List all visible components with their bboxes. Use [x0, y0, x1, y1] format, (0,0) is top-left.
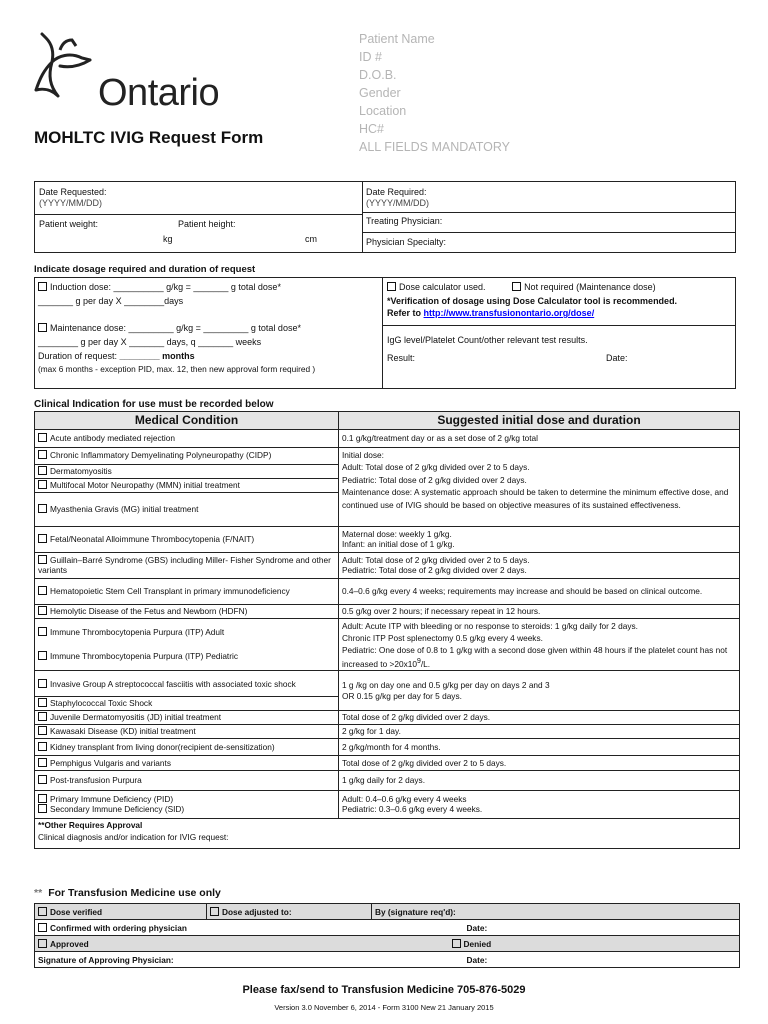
condition-cell[interactable]: Staphylococcal Toxic Shock — [35, 697, 339, 711]
dose-cell: Initial dose: Adult: Total dose of 2 g/kg divided over 2 to 5 days. Pediatric: Total dose of 2 g/kg divided over 2 days. Maintenance dose: A systematic approach should be taken to determine the minimum effective dose, and continued use of IVIG should be based on objective measures of its sustained effectiveness. — [339, 447, 740, 526]
calc-used-label: Dose calculator used. — [399, 282, 486, 292]
confirmed-checkbox — [38, 923, 47, 932]
form-title: MOHLTC IVIG Request Form — [34, 128, 264, 147]
condition-cell[interactable]: Guillain–Barré Syndrome (GBS) including Miller- Fisher Syndrome and other variants — [35, 552, 339, 578]
tm-row: Confirmed with ordering physician Date: — [35, 920, 740, 936]
trillium-icon — [32, 30, 104, 108]
patient-hc-field: HC# — [359, 122, 385, 136]
dose-calculator-link[interactable]: http://www.transfusionontario.org/dose/ — [423, 308, 595, 318]
table-row — [35, 429, 740, 447]
duration-note: (max 6 months - exception PID, max. 12, then new approval form required ) — [38, 364, 316, 374]
dose-cell: 1 g/kg daily for 2 days. — [339, 770, 740, 790]
tm-row: Dose verified Dose adjusted to: By (signature req'd): — [35, 904, 740, 920]
approved-checkbox — [38, 939, 47, 948]
duration-label: Duration of request: — [38, 351, 118, 361]
condition-cell[interactable]: Immune Thrombocytopenia Purpura (ITP) Adult Immune Thrombocytopenia Purpura (ITP) Pediatric — [35, 618, 339, 671]
table-row — [35, 552, 740, 578]
table-row — [35, 526, 740, 552]
patient-id-field: ID # — [359, 50, 382, 64]
tm-row: Signature of Approving Physician: Date: — [35, 952, 740, 968]
table-row — [35, 790, 740, 818]
condition-cell[interactable]: Hematopoietic Stem Cell Transplant in primary immunodeficiency — [35, 578, 339, 604]
table-row — [35, 447, 740, 464]
mandatory-note: ALL FIELDS MANDATORY — [359, 140, 510, 154]
dose-cell: Adult: Acute ITP with bleeding or no response to steroids: 1 g/kg daily for 2 days. Chronic ITP Post splenectomy 0.5 g/kg every 4 weeks. Pediatric: One dose of 0.8 to 1 g/kg with a second dose given within 48 hours if the platelet count has not increased to $>20x10^9/L$. — [339, 618, 740, 671]
duration-months[interactable]: ________ months — [117, 351, 195, 361]
physician-specialty-label: Physician Specialty: — [366, 237, 447, 247]
calc-used-checkbox[interactable] — [387, 282, 396, 291]
refer-to-label: Refer to — [387, 308, 422, 318]
condition-cell[interactable]: Juvenile Dermatomyositis (JD) initial treatment — [35, 710, 339, 724]
table-row — [35, 738, 740, 755]
result-date-label: Date: — [606, 353, 628, 363]
date-requested-label: Date Requested: (YYYY/MM/DD) — [39, 187, 107, 208]
patient-name-field: Patient Name — [359, 32, 435, 46]
medical-condition-table — [34, 411, 740, 849]
transfusion-medicine-table — [34, 903, 740, 968]
condition-cell[interactable]: Invasive Group A streptococcal fasciitis with associated toxic shock — [35, 671, 339, 697]
tm-heading: ** For Transfusion Medicine use only — [34, 887, 221, 899]
dose-cell: 2 g/kg/month for 4 months. — [339, 738, 740, 755]
col-medical-condition: Medical Condition — [35, 412, 339, 430]
dose-cell: 2 g/kg for 1 day. — [339, 724, 740, 738]
dose-cell: 0.4–0.6 g/kg every 4 weeks; requirements may increase and should be based on clinical outcome. — [339, 578, 740, 604]
condition-cell[interactable]: Kidney transplant from living donor(recipient de-sensitization) — [35, 738, 339, 755]
table-row — [35, 724, 740, 738]
condition-cell[interactable]: Hemolytic Disease of the Fetus and Newborn (HDFN) — [35, 604, 339, 618]
logo-text: Ontario — [98, 72, 220, 114]
table-row-other — [35, 818, 740, 848]
result-label: Result: — [387, 353, 416, 363]
table-row — [35, 710, 740, 724]
maintenance-dose-perday: ________ g per day X _______ days, q _______ weeks — [38, 337, 262, 347]
dose-cell: Total dose of 2 g/kg divided over 2 days. — [339, 710, 740, 724]
condition-cell[interactable]: Primary Immune Deficiency (PID) Secondary Immune Deficiency (SID) — [35, 790, 339, 818]
dose-cell: Total dose of 2 g/kg divided over 2 to 5 days. — [339, 755, 740, 770]
igg-label: IgG level/Platelet Count/other relevant test results. — [387, 335, 588, 345]
dose-adjusted-checkbox — [210, 907, 219, 916]
condition-cell[interactable]: Post-transfusion Purpura — [35, 770, 339, 790]
condition-cell[interactable]: Fetal/Neonatal Alloimmune Thrombocytopenia (F/NAIT) — [35, 526, 339, 552]
col-suggested-dose: Suggested initial dose and duration — [339, 412, 740, 430]
request-info-box — [34, 181, 736, 253]
table-row — [35, 770, 740, 790]
table-header-row — [35, 412, 740, 430]
induction-dose-checkbox[interactable]: Induction dose: __________ g/kg = _______ g total dose* — [38, 282, 378, 293]
dose-cell: 0.1 g/kg/treatment day or as a set dose of 2 g/kg total — [339, 429, 740, 447]
condition-cell[interactable]: Pemphigus Vulgaris and variants — [35, 755, 339, 770]
patient-info-block — [359, 30, 510, 156]
maintenance-checkbox[interactable] — [38, 323, 47, 332]
cm-unit: cm — [305, 234, 317, 244]
version-note: Version 3.0 November 6, 2014 - Form 3100 New 21 January 2015 — [274, 1003, 494, 1012]
table-row — [35, 604, 740, 618]
clinical-heading: Clinical Indication for use must be recorded below — [34, 399, 274, 410]
not-required-checkbox[interactable] — [512, 282, 521, 291]
patient-gender-field: Gender — [359, 86, 401, 100]
date-required-label: Date Required: (YYYY/MM/DD) — [366, 187, 429, 208]
dose-cell: Adult: 0.4–0.6 g/kg every 4 weeks Pediatric: 0.3–0.6 g/kg every 4 weeks. — [339, 790, 740, 818]
table-row — [35, 755, 740, 770]
dosage-heading: Indicate dosage required and duration of request — [34, 264, 256, 275]
table-row — [35, 618, 740, 671]
treating-physician-label: Treating Physician: — [366, 216, 443, 226]
tm-row: Approved Denied — [35, 936, 740, 952]
condition-cell[interactable]: Myasthenia Gravis (MG) initial treatment — [35, 492, 339, 526]
induction-dose-perday: _______ g per day X ________days — [38, 296, 184, 306]
not-required-label: Not required (Maintenance dose) — [524, 282, 656, 292]
dosage-box — [34, 277, 736, 389]
induction-checkbox[interactable] — [38, 282, 47, 291]
dose-verified-checkbox — [38, 907, 47, 916]
dose-cell: 0.5 g/kg over 2 hours; if necessary repeat in 12 hours. — [339, 604, 740, 618]
condition-cell[interactable]: Chronic Inflammatory Demyelinating Polyneuropathy (CIDP) — [35, 447, 339, 464]
kg-unit: kg — [163, 234, 173, 244]
denied-checkbox — [452, 939, 461, 948]
condition-cell[interactable]: Multifocal Motor Neuropathy (MMN) initial treatment — [35, 478, 339, 492]
maintenance-dose-checkbox[interactable]: Maintenance dose: _________ g/kg = _________ g total dose* — [38, 323, 378, 334]
dose-cell: Adult: Total dose of 2 g/kg divided over 2 to 5 days. Pediatric: Total dose of 2 g/kg divided over 2 days. — [339, 552, 740, 578]
patient-dob-field: D.O.B. — [359, 68, 397, 82]
condition-cell[interactable]: Dermatomyositis — [35, 464, 339, 478]
other-approval-cell[interactable]: **Other Requires Approval Clinical diagnosis and/or indication for IVIG request: — [35, 818, 740, 848]
patient-height-label: Patient height: — [178, 219, 236, 229]
table-row — [35, 578, 740, 604]
ontario-logo — [32, 30, 242, 120]
table-row — [35, 671, 740, 697]
condition-cell[interactable]: Kawasaki Disease (KD) initial treatment — [35, 724, 339, 738]
condition-cell[interactable]: Acute antibody mediated rejection — [35, 429, 339, 447]
dose-cell: Maternal dose: weekly 1 g/kg. Infant: an initial dose of 1 g/kg. — [339, 526, 740, 552]
patient-location-field: Location — [359, 104, 407, 118]
verification-note: *Verification of dosage using Dose Calculator tool is recommended. — [387, 296, 678, 306]
dose-cell: 1 g /kg on day one and 0.5 g/kg per day on days 2 and 3 OR 0.15 g/kg per day for 5 days. — [339, 671, 740, 711]
fax-instructions: Please fax/send to Transfusion Medicine 705-876-5029 — [242, 984, 526, 996]
patient-weight-label: Patient weight: — [39, 219, 99, 229]
